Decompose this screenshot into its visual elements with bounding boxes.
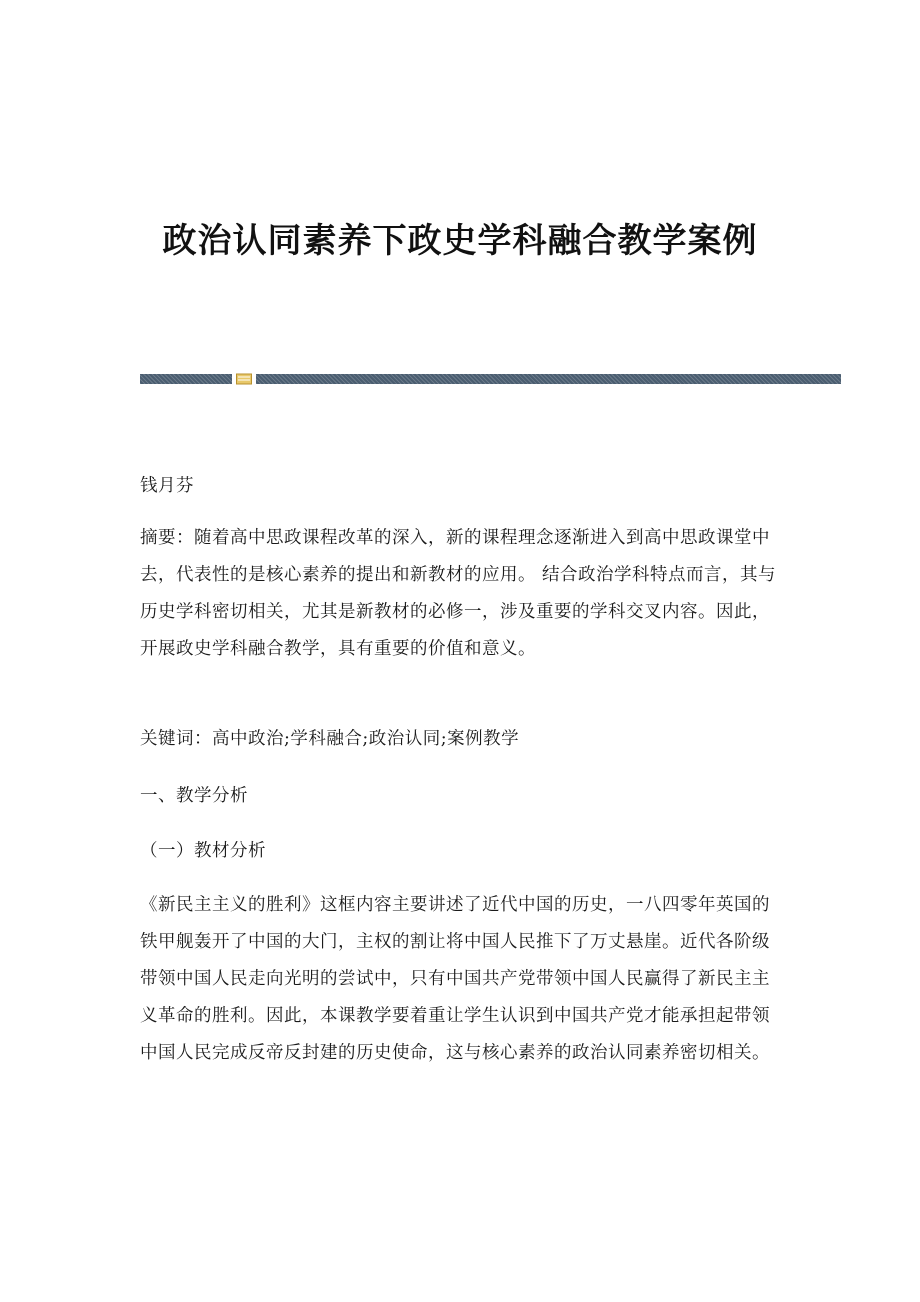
- author-name: 钱月芬: [140, 476, 194, 496]
- abstract-paragraph: 摘要：随着高中思政课程改革的深入，新的课程理念逐渐进入到高中思政课堂中去，代表性的是核心素养的提出和新教材的应用。 结合政治学科特点而言，其与历史学科密切相关，尤其是新教材的必修一，涉及重要的学科交叉内容。因此，开展政史学科融合教学，具有重要的价值和意义。: [140, 528, 777, 659]
- page-title: 政治认同素养下政史学科融合教学案例: [162, 221, 758, 261]
- divider-ornament-icon: [236, 373, 252, 385]
- body-paragraph: 《新民主主义的胜利》这框内容主要讲述了近代中国的历史，一八四零年英国的铁甲舰轰开了中国的大门，主权的割让将中国人民推下了万丈悬崖。近代各阶级带领中国人民走向光明的尝试中，只有中国共产党带领中国人民赢得了新民主主义革命的胜利。因此，本课教学要着重让学生认识到中国共产党才能承担起带领中国人民完成反帝反封建的历史使命，这与核心素养的政治认同素养密切相关。: [140, 895, 770, 1063]
- section-heading: 一、教学分析: [140, 786, 248, 806]
- keywords-line: 关键词：高中政治;学科融合;政治认同;案例教学: [140, 729, 520, 749]
- title-divider-right: [256, 374, 841, 384]
- subsection-heading: （一）教材分析: [140, 841, 266, 861]
- title-divider-left: [140, 374, 232, 384]
